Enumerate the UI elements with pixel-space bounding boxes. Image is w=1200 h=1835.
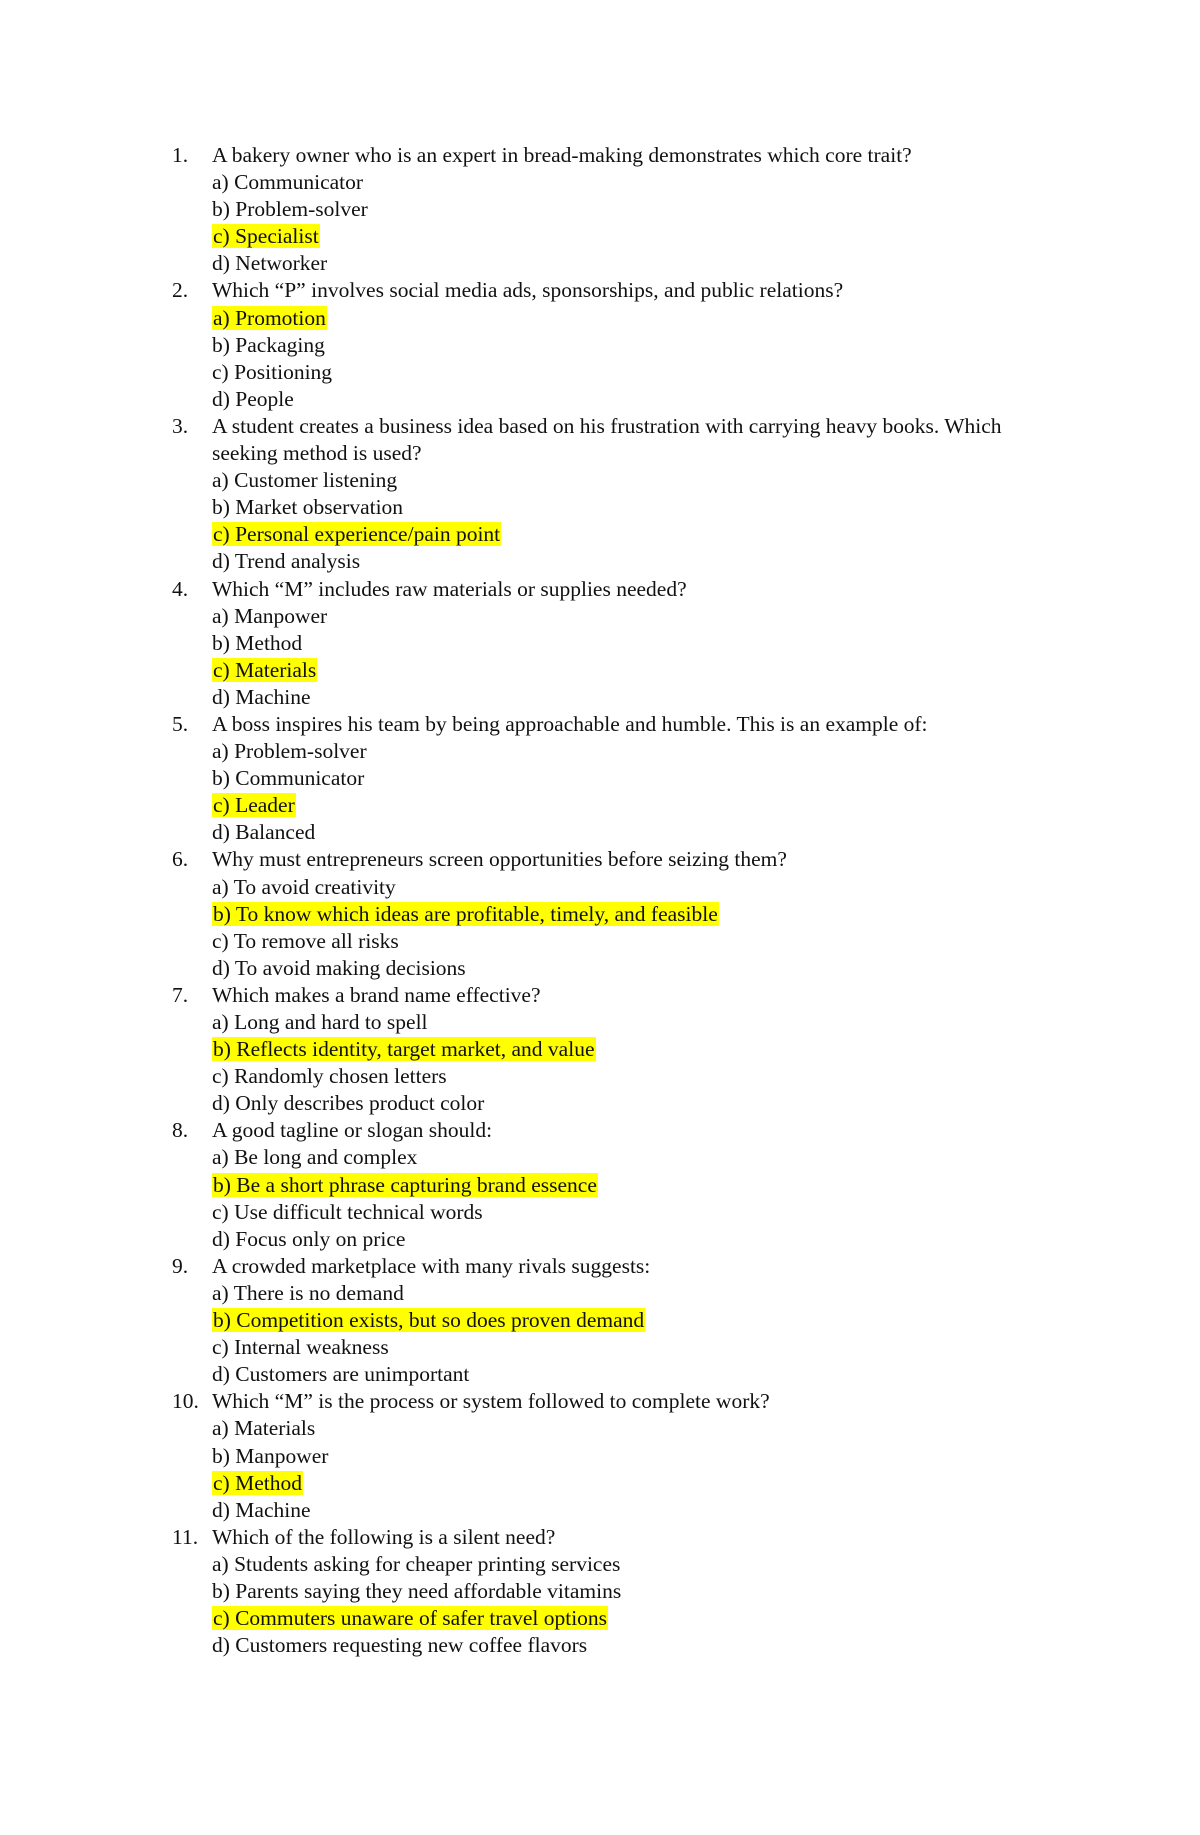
question-text: A bakery owner who is an expert in bread-making demonstrates which core trait? [212,143,912,167]
answer-option [212,630,1072,657]
correct-answer-option [212,1036,1072,1063]
answer-option [212,1578,1072,1605]
correct-answer-option [212,223,1072,250]
answer-option [212,332,1072,359]
answer-options [212,1551,1072,1659]
question-item [172,576,1072,711]
answer-option-text: a) Students asking for cheaper printing services [212,1551,621,1576]
question-item [172,982,1072,1117]
answer-option-text: a) Materials [212,1416,316,1441]
answer-options [212,1415,1072,1523]
correct-answer-option [212,1470,1072,1497]
answer-option [212,955,1072,982]
answer-option [212,196,1072,223]
highlighted-answer-text: c) Materials [213,657,317,682]
answer-option-text: b) Communicator [212,766,365,791]
question-text: Why must entrepreneurs screen opportunities before seizing them? [212,847,787,872]
answer-option [212,1632,1072,1659]
answer-option-text: b) Market observation [212,495,404,520]
answer-options [212,874,1072,982]
question-number: 6. [172,847,189,872]
answer-option-text: d) To avoid making decisions [212,955,466,980]
answer-option [212,1090,1072,1117]
highlighted-answer-text: b) Be a short phrase capturing brand essence [213,1172,597,1197]
answer-option-text: c) To remove all risks [212,928,399,953]
answer-option-text: d) Customers are unimportant [212,1362,470,1387]
question-number: 8. [172,1118,189,1143]
question-number: 2. [172,278,189,303]
question-text: A crowded marketplace with many rivals suggests: [212,1253,651,1278]
answer-option [212,1334,1072,1361]
answer-options [212,467,1072,575]
answer-option-text: a) Problem-solver [212,739,367,764]
correct-answer-option [212,792,1072,819]
question-number: 4. [172,576,189,601]
question-text: A good tagline or slogan should: [212,1118,493,1143]
highlighted-answer-text: c) Personal experience/pain point [213,522,501,547]
question-text: Which of the following is a silent need? [212,1524,556,1549]
answer-option [212,765,1072,792]
correct-answer-option [212,901,1072,928]
question-item [172,142,1072,277]
highlighted-answer-text: b) Reflects identity, target market, and value [213,1037,595,1062]
question-number: 10. [172,1389,199,1414]
question-item [172,277,1072,412]
answer-option-text: b) Parents saying they need affordable vitamins [212,1578,622,1603]
question-number: 3. [172,413,189,438]
answer-options [212,1144,1072,1252]
highlighted-answer-text: c) Method [213,1470,302,1495]
question-number: 5. [172,711,189,736]
answer-option [212,386,1072,413]
highlighted-answer-text: c) Commuters unaware of safer travel options [213,1606,608,1631]
answer-option [212,1497,1072,1524]
answer-option-text: d) Machine [212,684,311,709]
answer-option [212,1063,1072,1090]
answer-option-text: a) Be long and complex [212,1145,418,1170]
answer-option [212,1551,1072,1578]
answer-option-text: d) Balanced [212,820,316,845]
answer-option-text: d) Trend analysis [212,549,361,574]
answer-option-text: a) Long and hard to spell [212,1010,428,1034]
answer-option [212,1443,1072,1470]
question-item [172,846,1072,981]
answer-option [212,1280,1072,1307]
correct-answer-option [212,657,1072,684]
question-item [172,1524,1072,1659]
answer-option-text: a) Customer listening [212,468,398,493]
answer-option [212,684,1072,711]
answer-option [212,928,1072,955]
answer-option-text: d) Networker [212,251,328,276]
answer-option-text: b) Manpower [212,1443,329,1468]
answer-option [212,548,1072,575]
answer-options [212,603,1072,711]
answer-option-text: a) Manpower [212,603,328,628]
question-item [172,1388,1072,1523]
answer-option [212,738,1072,765]
highlighted-answer-text: c) Leader [213,793,295,818]
answer-option [212,494,1072,521]
highlighted-answer-text: a) Promotion [213,305,326,330]
answer-option-text: a) There is no demand [212,1280,404,1305]
answer-option [212,1226,1072,1253]
correct-answer-option [212,305,1072,332]
answer-option-text: c) Randomly chosen letters [212,1064,447,1089]
answer-option [212,250,1072,277]
answer-option-text: a) Communicator [212,170,364,195]
answer-option-text: d) Only describes product color [212,1091,485,1116]
question-number: 1. [172,143,189,167]
answer-option-text: b) Method [212,630,303,655]
answer-option [212,1415,1072,1442]
question-item [172,1253,1072,1388]
answer-option-text: d) Focus only on price [212,1226,406,1251]
question-item [172,711,1072,846]
answer-option [212,467,1072,494]
question-number: 7. [172,982,189,1007]
question-text: Which makes a brand name effective? [212,982,541,1007]
quiz-question-list [172,142,1072,1659]
answer-option [212,819,1072,846]
question-text: A boss inspires his team by being approachable and humble. This is an example of: [212,711,928,736]
answer-option-text: b) Packaging [212,332,325,357]
answer-option [212,603,1072,630]
question-item [172,1117,1072,1252]
answer-option-text: c) Positioning [212,359,333,384]
answer-option-text: b) Problem-solver [212,197,368,222]
answer-option [212,359,1072,386]
correct-answer-option [212,1605,1072,1632]
answer-option [212,1361,1072,1388]
answer-options [212,169,1072,277]
correct-answer-option [212,1307,1072,1334]
question-number: 9. [172,1253,189,1278]
correct-answer-option [212,521,1072,548]
answer-options [212,738,1072,846]
answer-options [212,1009,1072,1117]
answer-option [212,1009,1072,1036]
question-text: Which “P” involves social media ads, sponsorships, and public relations? [212,278,844,303]
answer-option-text: d) People [212,386,294,411]
answer-option-text: d) Machine [212,1497,311,1522]
answer-options [212,1280,1072,1388]
answer-option-text: c) Internal weakness [212,1335,389,1360]
answer-option-text: d) Customers requesting new coffee flavors [212,1633,588,1658]
answer-option-text: a) To avoid creativity [212,874,396,899]
answer-option [212,1144,1072,1171]
question-text: Which “M” includes raw materials or supplies needed? [212,576,687,601]
answer-option [212,874,1072,901]
answer-options [212,305,1072,413]
highlighted-answer-text: b) Competition exists, but so does proven demand [213,1308,645,1333]
highlighted-answer-text: b) To know which ideas are profitable, timely, and feasible [213,901,718,926]
question-text: A student creates a business idea based on his frustration with carrying heavy books. Which seeking method is used? [212,413,1002,466]
correct-answer-option [212,1172,1072,1199]
answer-option [212,1199,1072,1226]
answer-option-text: c) Use difficult technical words [212,1199,483,1224]
question-number: 11. [172,1524,199,1549]
highlighted-answer-text: c) Specialist [213,224,319,249]
question-item [172,413,1072,576]
question-text: Which “M” is the process or system followed to complete work? [212,1389,770,1414]
answer-option [212,169,1072,196]
